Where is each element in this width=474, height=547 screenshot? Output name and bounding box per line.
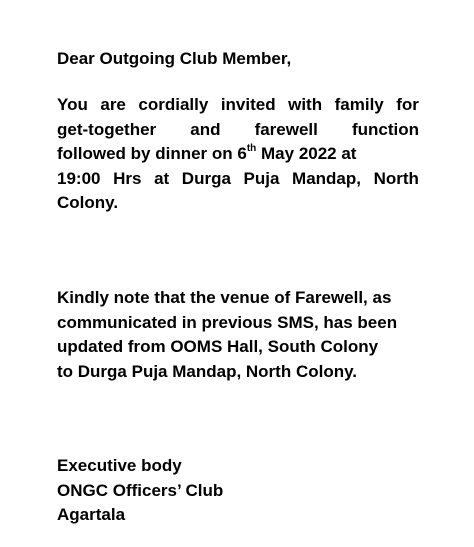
word: Puja xyxy=(243,168,280,188)
word: Hrs xyxy=(113,168,142,188)
word: with xyxy=(288,95,323,114)
text-run: May 2022 at xyxy=(256,144,357,163)
invitation-line-3 xyxy=(57,142,419,167)
word: North xyxy=(373,168,419,188)
word: 19:00 xyxy=(57,168,101,188)
note-line-4: to Durga Puja Mandap, North Colony. xyxy=(57,361,358,381)
invitation-line-2 xyxy=(57,118,419,143)
signature-line-1: Executive body xyxy=(57,456,182,475)
word: invited xyxy=(220,95,276,114)
note-line-3: updated from OOMS Hall, South Colony xyxy=(57,337,379,356)
signature-block xyxy=(57,454,419,528)
invitation-line-4 xyxy=(57,167,419,192)
ordinal-superscript: th xyxy=(246,143,257,155)
word: function xyxy=(351,119,419,139)
signature-line-3: Agartala xyxy=(57,505,126,524)
word: Mandap, xyxy=(292,168,361,188)
word: are xyxy=(100,95,126,114)
invitation-paragraph xyxy=(57,93,419,216)
word: family xyxy=(334,95,384,114)
invitation-line-5: Colony. xyxy=(57,193,119,212)
word: get-together xyxy=(57,119,157,139)
invitation-line-1 xyxy=(57,93,419,118)
word: and xyxy=(190,119,221,139)
signature-line-2: ONGC Officers’ Club xyxy=(57,480,224,500)
salutation: Dear Outgoing Club Member, xyxy=(57,49,292,68)
word: farewell xyxy=(254,119,318,139)
note-line-1: Kindly note that the venue of Farewell, as xyxy=(57,288,392,307)
word: Durga xyxy=(181,168,231,188)
word: for xyxy=(396,95,419,114)
venue-note-paragraph xyxy=(57,286,419,384)
word: at xyxy=(154,168,170,188)
word: You xyxy=(57,95,88,114)
text-run: followed by dinner on 6 xyxy=(57,144,247,163)
word: cordially xyxy=(138,95,209,114)
note-line-2: communicated in previous SMS, has been xyxy=(57,312,398,332)
